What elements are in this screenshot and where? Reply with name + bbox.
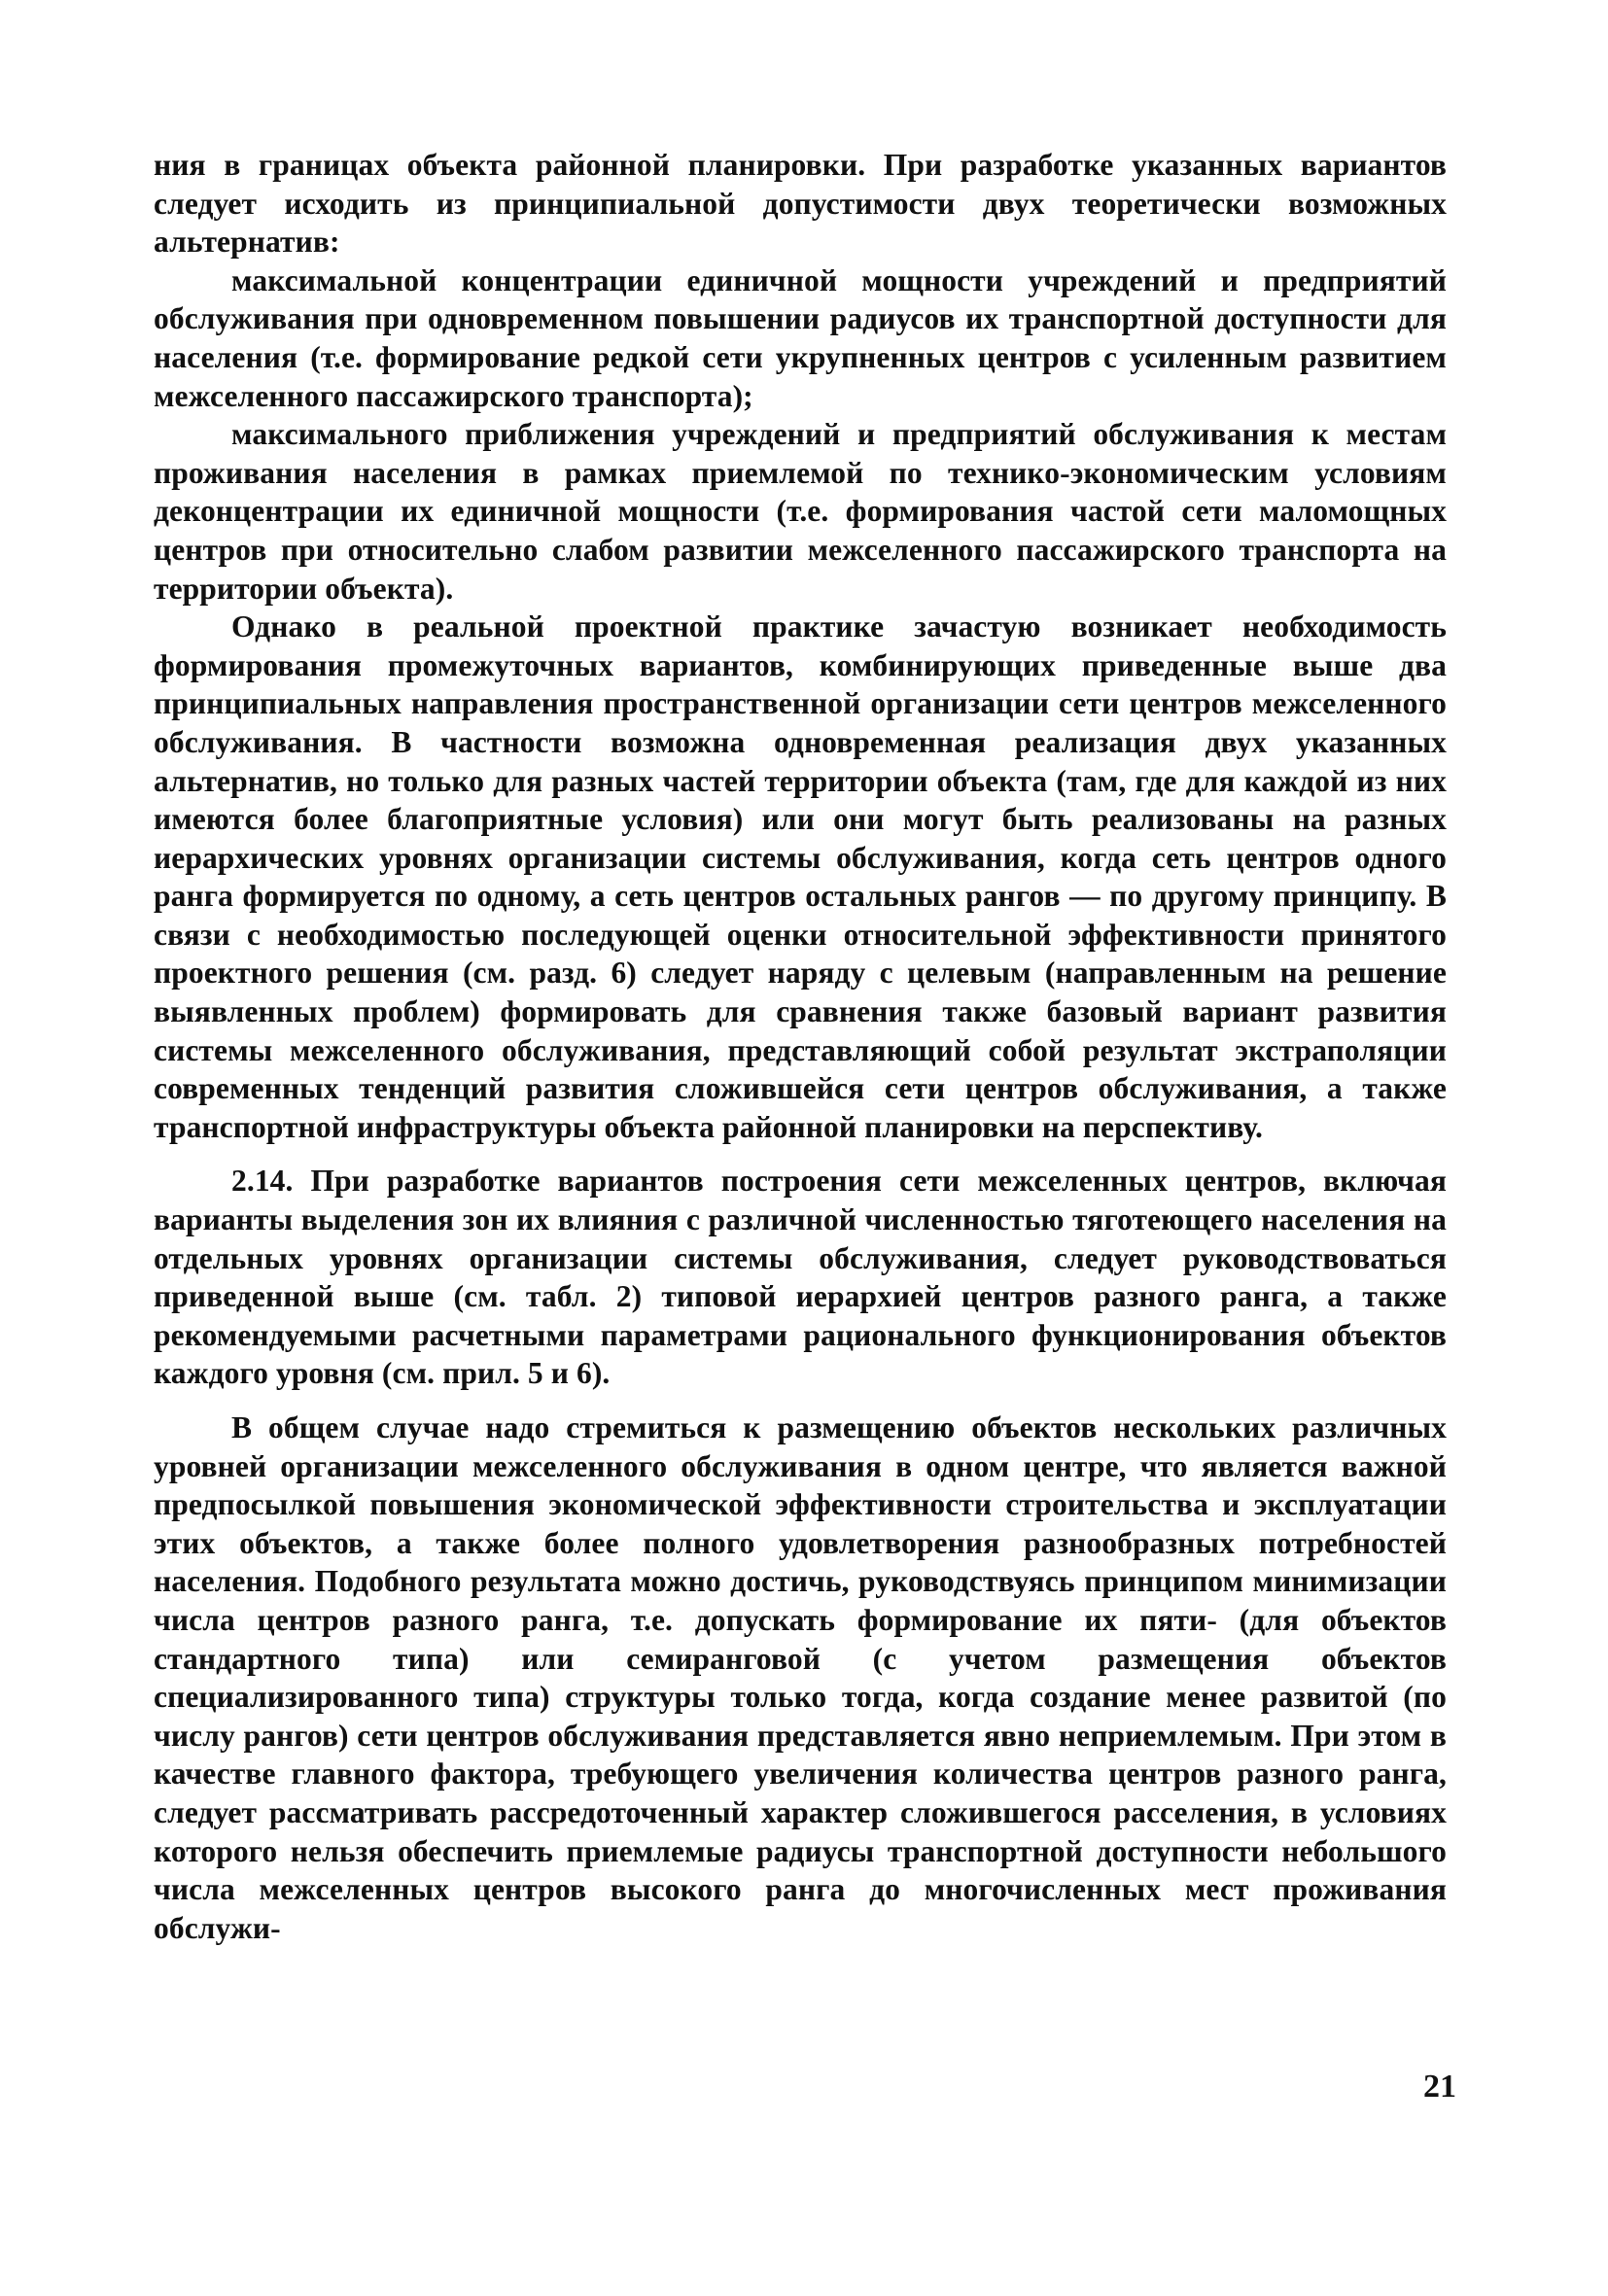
- paragraph-alternative-proximity: максимального приближения учреждений и предприятий обслуживания к местам проживания населения в рамках приемлемой по технико-экономическим условиям деконцентрации их единичной мощности (т.е. формирования частой сети маломощных центров при относительно слабом развитии межселенного пассажирского транспорта на территории объекта).: [154, 417, 1447, 606]
- paragraph-intermediate-variants: Однако в реальной проектной практике зачастую возникает необходимость формирования промежуточных вариантов, комбинирующих приведенные выше два принципиальных направления пространственной организации сети центров межселенного обслуживания. В частности возможна одновременная реализация двух указанных альтернатив, но только для разных частей территории объекта (там, где для каждой из них имеются более благоприятные условия) или они могут быть реализованы на разных иерархических уровнях организации системы обслуживания, когда сеть центров одного ранга формируется по одному, а сеть центров остальных рангов — по другому принципу. В связи с необходимостью последующей оценки относительной эффективности принятого проектного решения (см. разд. 6) следует наряду с целевым (направленным на решение выявленных проблем) формировать для сравнения также базовый вариант развития системы межселенного обслуживания, представляющий собой результат экстраполяции современных тенденций развития сложившейся сети центров обслуживания, а также транспортной инфраструктуры объекта районной планировки на перспективу.: [154, 609, 1447, 1144]
- paragraph-continuation: ния в границах объекта районной планировки. При разработке указанных вариантов следует исходить из принципиальной допустимости двух теоретически возможных альтернатив:: [154, 148, 1447, 260]
- paragraph-alternative-concentration: максимальной концентрации единичной мощности учреждений и предприятий обслуживания при одновременном повышении радиусов их транспортной доступности для населения (т.е. формирование редкой сети укрупненных центров с усиленным развитием межселенного пассажирского транспорта);: [154, 262, 1447, 413]
- page-number: 21: [1423, 2069, 1456, 2105]
- body-text: [154, 146, 1447, 1947]
- paragraph-general-case: В общем случае надо стремиться к размещению объектов нескольких различных уровней организации межселенного обслуживания в одном центре, что является важной предпосылкой повышения экономической эффективности строительства и эксплуатации этих объектов, а также более полного удовлетворения разнообразных потребностей населения. Подобного результата можно достичь, руководствуясь принципом минимизации числа центров разного ранга, т.е. допускать формирование их пяти- (для объектов стандартного типа) или семиранговой (с учетом размещения объектов специализированного типа) структуры только тогда, когда создание менее развитой (по числу рангов) сети центров обслуживания представляется явно неприемлемым. При этом в качестве главного фактора, требующего увеличения количества центров разного ранга, следует рассматривать рассредоточенный характер сложившегося расселения, в условиях которого нельзя обеспечить приемлемые радиусы транспортной доступности небольшого числа межселенных центров высокого ранга до многочисленных мест проживания обслужи-: [154, 1410, 1447, 1945]
- paragraph-section-2-14: 2.14. При разработке вариантов построения сети межселенных центров, включая варианты выделения зон их влияния с различной численностью тяготеющего населения на отдельных уровнях организации системы обслуживания, следует руководствоваться приведенной выше (см. табл. 2) типовой иерархией центров разного ранга, а также рекомендуемыми расчетными параметрами рационального функционирования объектов каждого уровня (см. прил. 5 и 6).: [154, 1164, 1447, 1391]
